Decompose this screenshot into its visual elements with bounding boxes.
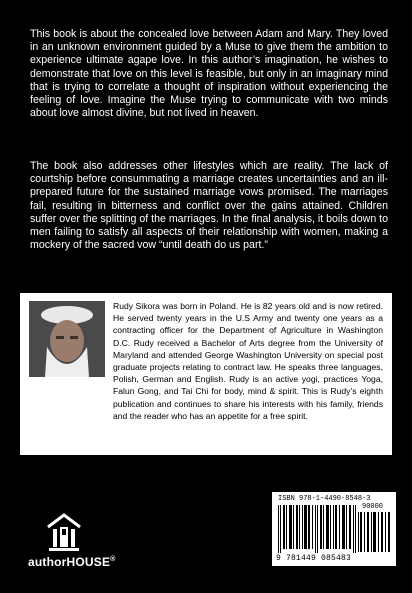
authorhouse-house-icon xyxy=(46,513,82,553)
author-bio-panel xyxy=(20,293,392,455)
barcode-digits: 9 781449 085483 xyxy=(276,554,352,563)
blurb-paragraph-1: This book is about the concealed love between Adam and Mary. They loved in an unknown environment guided by a Muse to give them the ambition to experience ultimate agape love. In this author’s imagination, he wishes to demonstrate that love on this level is feasible, but only in an imaginary mind that is trying to correlate a thought of inspiration without experiencing the feeling of love. Imagine the Muse trying to communicate with two minds about love almost divine, but not lived in heaven. xyxy=(30,28,388,120)
isbn-number: ISBN 978-1-4490-8548-3 xyxy=(278,495,371,503)
price-addon-code: 90000 xyxy=(362,503,384,511)
isbn-barcode xyxy=(272,492,396,566)
publisher-logo xyxy=(28,513,158,573)
author-portrait-image xyxy=(29,301,105,377)
publisher-name xyxy=(28,555,116,569)
publisher-name-text: authorHOUSE xyxy=(28,555,111,569)
author-photo xyxy=(29,301,105,377)
registered-mark: ® xyxy=(110,556,116,563)
price-addon-bars xyxy=(358,512,390,552)
blurb-paragraph-2: The book also addresses other lifestyles which are reality. The lack of courtship before consummating a marriage creates uncertainties and an ill-prepared future for the sustained marriage vows promised. The marriages fail, resulting in bitterness and conflict over the gains attained. Children suffer over the splitting of the marriages. In the final analysis, it boils down to men failing to satisfy all aspects of their relationship with women, making a mockery of the sacred vow “until death do us part.” xyxy=(30,160,388,252)
author-bio-text: Rudy Sikora was born in Poland. He is 82 years old and is now retired. He served twenty years in the U.S Army and twenty one years as a contracting officer for the Department of Agriculture in Washington D.C. Rudy received a Bachelor of Arts degree from the University of Maryland and attended George Washington University on special post graduate projects relating to contract law. He speaks three languages, Polish, German and English. Rudy is an active yogi, practices Yoga, Falun Gong, and Tai Chi for body, mind & spirit. This is Rudy’s eighth publication and continues to share his interests with his family, friends and the reader who has an appetite for a free spirit. xyxy=(113,301,383,421)
ean-barcode-bars xyxy=(278,505,356,553)
